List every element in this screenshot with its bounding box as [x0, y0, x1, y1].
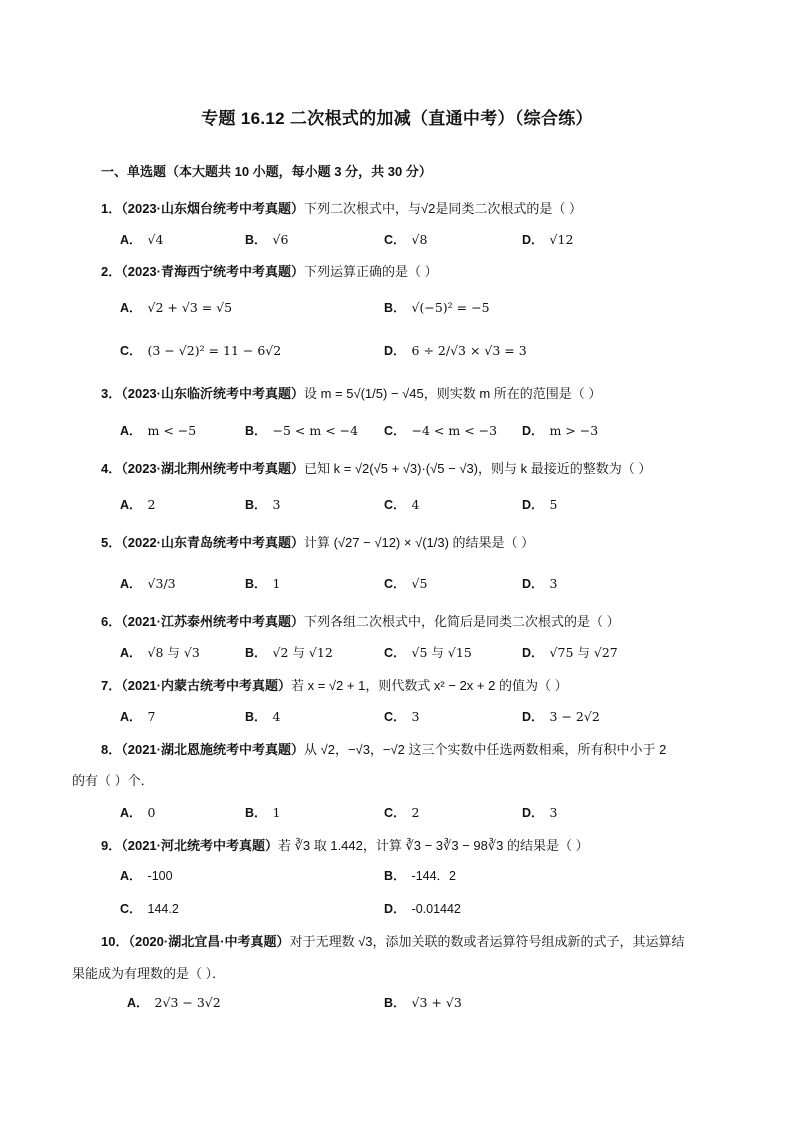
- q8-option-c: C． 2: [384, 805, 420, 820]
- q9-option-d: D． -0.01442: [384, 902, 461, 916]
- q6-option-c: C． √5 与 √15: [384, 645, 472, 660]
- question-stem: 下列二次根式中，与√2是同类二次根式的是（ ）: [303, 201, 582, 216]
- q2-option-d: D． 6 ÷ 2/√3 × √3 = 3: [384, 343, 527, 358]
- q7-option-c: C． 3: [384, 709, 420, 724]
- q9-option-a: A． -100: [120, 869, 173, 883]
- question-3: 3．（2023·山东临沂统考中考真题）设 m = 5√(1/5) − √45，则实数 m 所在的范围是（ ）: [101, 386, 602, 401]
- q3-option-d: D． m > −3: [522, 423, 599, 438]
- q6-option-d: D． √75 与 √27: [522, 645, 618, 660]
- question-source: （2023·山东烟台统考中考真题）: [121, 201, 304, 216]
- q2-option-c: C． (3 − √2)² = 11 − 6√2: [120, 343, 282, 358]
- page-title: 专题 16.12 二次根式的加减（直通中考）（综合练）: [201, 109, 593, 128]
- question-1: [101, 198, 582, 217]
- q1-option-a: A． √4: [120, 232, 164, 247]
- q3-option-c: C． −4 < m < −3: [384, 423, 498, 438]
- question-5: 5．（2022·山东青岛统考中考真题）计算 (√27 − √12) × √(1/3) 的结果是（ ）: [101, 535, 535, 550]
- question-8: 8．（2021·湖北恩施统考中考真题）从 √2，−√3，−√2 这三个实数中任选两数相乘，所有积中小于 2: [101, 742, 667, 757]
- q7-option-a: A． 7: [120, 709, 156, 724]
- q4-option-c: C． 4: [384, 497, 420, 512]
- q10-option-b: B． √3 + √3: [384, 995, 462, 1010]
- question-7: 7．（2021·内蒙古统考中考真题）若 x = √2 + 1，则代数式 x² − 2x + 2 的值为（ ）: [101, 678, 568, 693]
- question-6: 6．（2021·江苏泰州统考中考真题）下列各组二次根式中，化简后是同类二次根式的是（ ）: [101, 614, 620, 629]
- q1-option-b: B． √6: [245, 232, 289, 247]
- q9-option-c: C． 144.2: [120, 902, 179, 916]
- q5-option-d: D． 3: [522, 576, 558, 591]
- q2-option-b: B． √(−5)² = −5: [384, 300, 490, 315]
- question-8-continuation: 的有（ ）个．: [72, 773, 154, 788]
- question-10: 10．（2020·湖北宜昌·中考真题）对于无理数 √3，添加关联的数或者运算符号组成新的式子，其运算结: [101, 934, 685, 949]
- question-number: 1．: [101, 201, 122, 216]
- q3-option-b: B． −5 < m < −4: [245, 423, 359, 438]
- question-9: 9．（2021·河北统考中考真题）若 ∛3 取 1.442，计算 ∛3 − 3∛3 − 98∛3 的结果是（ ）: [101, 838, 589, 853]
- q5-option-c: C． √5: [384, 576, 428, 591]
- q2-option-a: A． √2 + √3 = √5: [120, 300, 233, 315]
- q3-option-a: A． m < −5: [120, 423, 197, 438]
- q10-option-a: A． 2√3 − 3√2: [127, 995, 221, 1010]
- section-heading: 一、单选题（本大题共 10 小题，每小题 3 分，共 30 分）: [101, 164, 432, 179]
- q8-option-d: D． 3: [522, 805, 558, 820]
- q1-option-c: C． √8: [384, 232, 428, 247]
- q7-option-d: D． 3 − 2√2: [522, 709, 600, 724]
- q6-option-a: A． √8 与 √3: [120, 645, 200, 660]
- question-10-continuation: 果能成为有理数的是（ ）．: [72, 966, 226, 981]
- q4-option-b: B． 3: [245, 497, 281, 512]
- q8-option-b: B． 1: [245, 805, 281, 820]
- q6-option-b: B． √2 与 √12: [245, 645, 333, 660]
- q5-option-b: B． 1: [245, 576, 281, 591]
- q8-option-a: A． 0: [120, 805, 156, 820]
- q1-option-d: D． √12: [522, 232, 574, 247]
- q7-option-b: B． 4: [245, 709, 281, 724]
- question-4: 4．（2023·湖北荆州统考中考真题）已知 k = √2(√5 + √3)·(√5 − √3)，则与 k 最接近的整数为（ ）: [101, 461, 652, 476]
- question-2: 2．（2023·青海西宁统考中考真题）下列运算正确的是（ ）: [101, 264, 438, 279]
- q4-option-a: A． 2: [120, 497, 156, 512]
- q9-option-b: B． -144．2: [384, 869, 457, 883]
- q4-option-d: D． 5: [522, 497, 558, 512]
- q5-option-a: A． √3/3: [120, 576, 176, 591]
